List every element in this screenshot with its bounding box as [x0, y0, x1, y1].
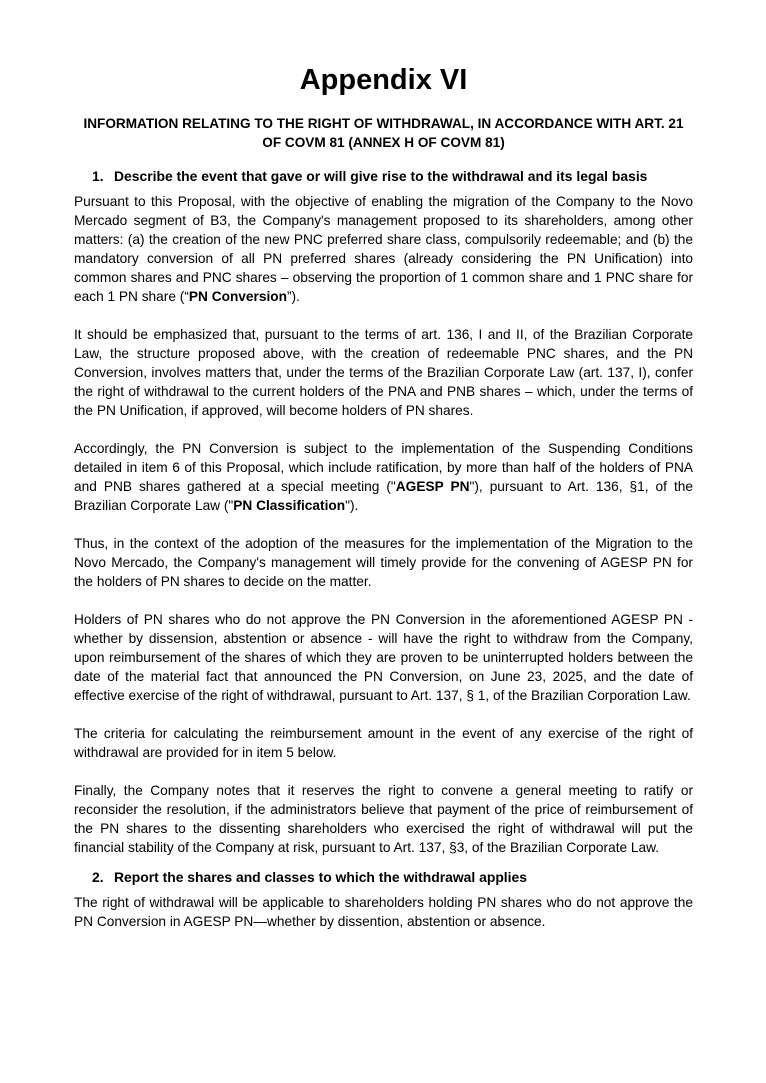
defined-term: PN Classification: [233, 498, 346, 513]
paragraph-text: ").: [345, 498, 359, 513]
paragraph-text: Pursuant to this Proposal, with the objective of enabling the migration of the Company to the Novo Mercado segment of B3, the Company's management proposed to its shareholders, among other matters: (a) the creation of the new PNC preferred share class, compulsorily redeemable; and (b) the mandatory conversion of all PN preferred shares (already considering the PN Unification) into common shares and PNC shares – observing the proportion of 1 common share and 1 PNC share for each 1 PN share (“: [74, 194, 693, 304]
paragraph-1-7: Finally, the Company notes that it reserves the right to convene a general meeting to ratify or reconsider the resolution, if the administrators believe that payment of the price of reimbursement of the PN shares to the dissenting shareholders who exercised the right of withdrawal will put the financial stability of the Company at risk, pursuant to Art. 137, §3, of the Brazilian Corporate Law.: [74, 783, 693, 855]
paragraph-1-4: Thus, in the context of the adoption of the measures for the implementation of the Migration to the Novo Mercado, the Company's management will timely provide for the convening of AGESP PN for the holders of PN shares to decide on the matter.: [74, 536, 693, 589]
section-heading-1: [74, 167, 693, 186]
paragraph-1-6: The criteria for calculating the reimbursement amount in the event of any exercise of the right of withdrawal are provided for in item 5 below.: [74, 726, 693, 760]
document-page: [74, 62, 693, 931]
section-number-1: 1.: [92, 168, 104, 184]
defined-term: AGESP PN: [395, 479, 470, 494]
section-number-2: 2.: [92, 869, 104, 885]
page-title: Appendix VI: [299, 64, 468, 96]
paragraph-1-5: Holders of PN shares who do not approve the PN Conversion in the aforementioned AGESP PN - whether by dissension, abstention or absence - will have the right to withdraw from the Company, upon reimbursement of the shares of which they are proven to be uninterrupted holders between the date of the material fact that announced the PN Conversion, on June 23, 2025, and the date of effective exercise of the right of withdrawal, pursuant to Art. 137, § 1, of the Brazilian Corporation Law.: [74, 612, 693, 703]
defined-term: PN Conversion: [188, 289, 287, 304]
paragraph-text: ”).: [287, 289, 300, 304]
paragraph-text: "), pursuant to Art. 136, §1, of the Brazilian Corporate Law (": [74, 479, 693, 513]
section-heading-text-2: Report the shares and classes to which the withdrawal applies: [114, 869, 527, 885]
paragraph-1-3: [74, 439, 693, 515]
section-heading-text-1: Describe the event that gave or will give rise to the withdrawal and its legal basis: [114, 168, 648, 184]
paragraph-1-2: It should be emphasized that, pursuant to the terms of art. 136, I and II, of the Brazilian Corporate Law, the structure proposed above, with the creation of redeemable PNC shares, and the PN Conversion, involves matters that, under the terms of the Brazilian Corporate Law (art. 137, I), confer the right of withdrawal to the current holders of the PNA and PNB shares – which, under the terms of the PN Unification, if approved, will become holders of PN shares.: [74, 327, 693, 418]
paragraph-text: Accordingly, the PN Conversion is subject to the implementation of the Suspending Conditions detailed in item 6 of this Proposal, which include ratification, by more than half of the holders of PNA and PNB shares gathered at a special meeting (": [74, 441, 693, 494]
paragraph-1-1: [74, 192, 693, 306]
document-subtitle: INFORMATION RELATING TO THE RIGHT OF WITHDRAWAL, IN ACCORDANCE WITH ART. 21 OF COVM 81 (ANNEX H OF COVM 81): [83, 116, 684, 150]
section-heading-2: [74, 868, 693, 887]
paragraph-2-1: The right of withdrawal will be applicable to shareholders holding PN shares who do not approve the PN Conversion in AGESP PN—whether by dissention, abstention or absence.: [74, 895, 693, 929]
